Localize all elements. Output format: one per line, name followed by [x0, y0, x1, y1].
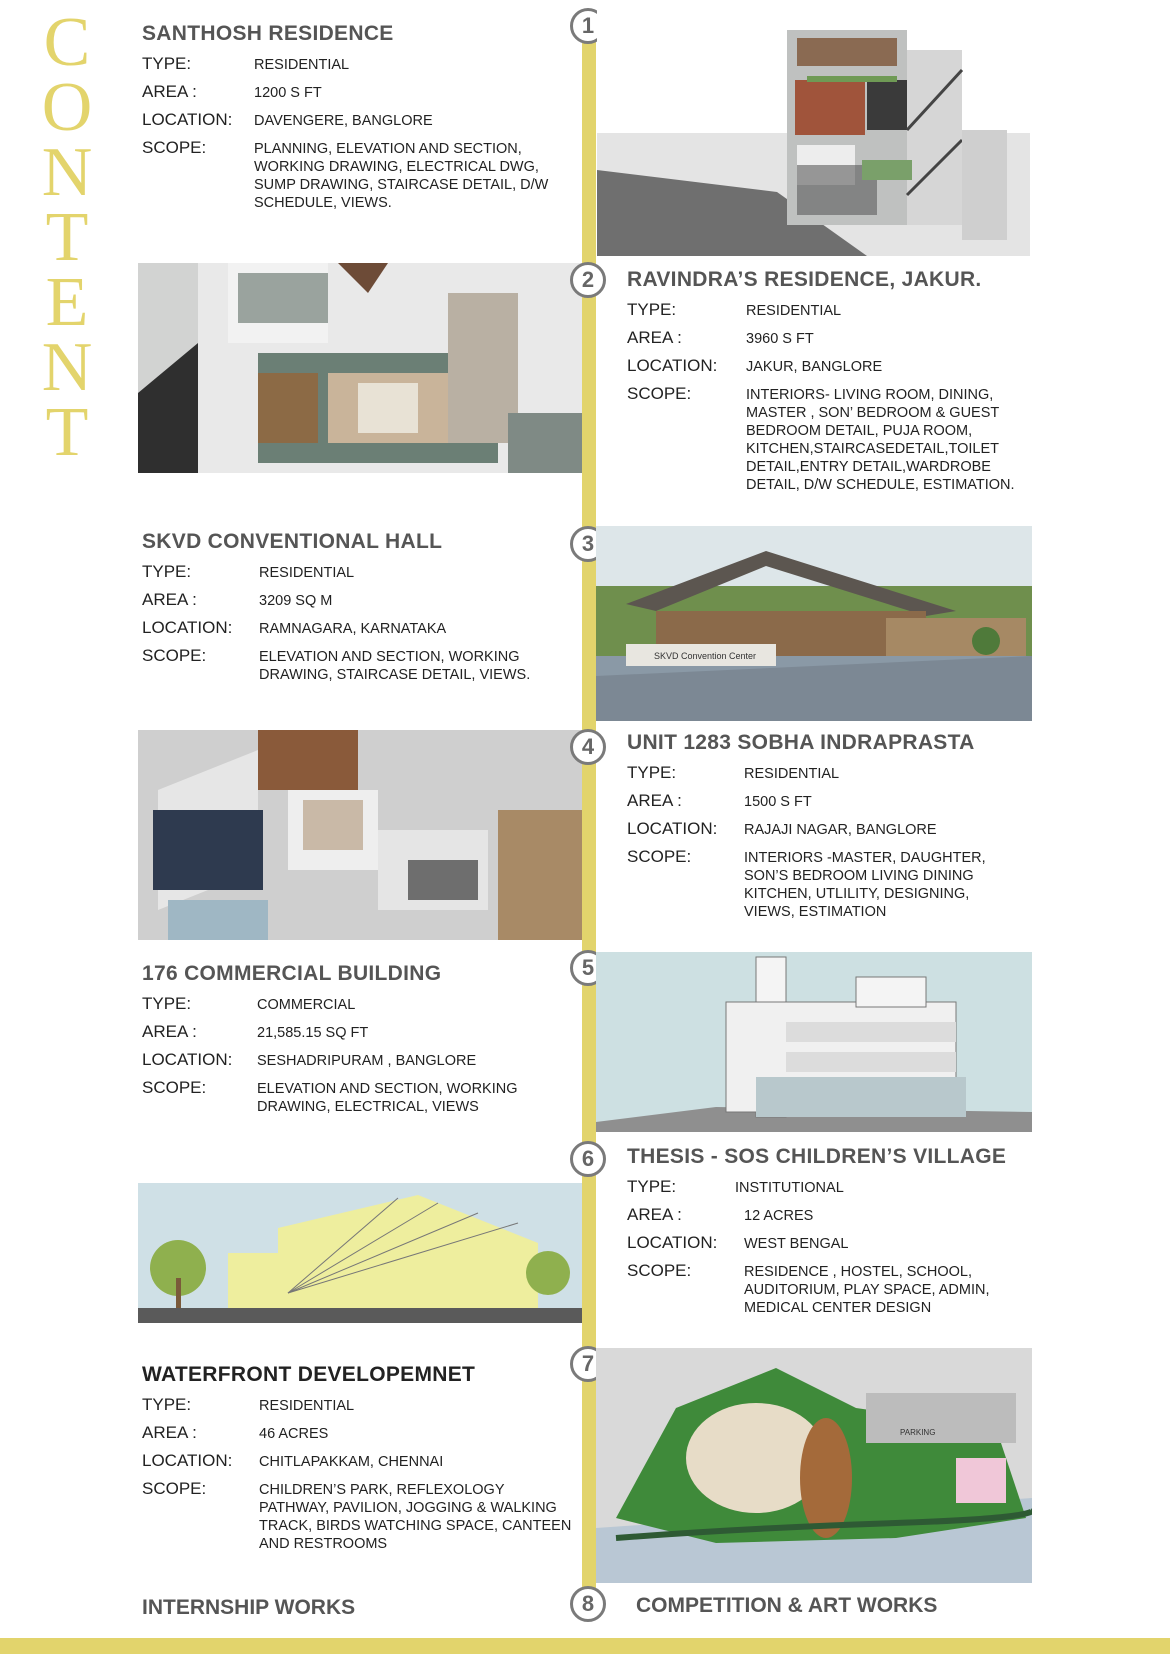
project-6-image: [138, 1183, 582, 1323]
location-label: LOCATION:: [142, 1451, 233, 1470]
number-badge-6: 6: [570, 1141, 606, 1177]
location-label: LOCATION:: [627, 356, 718, 375]
title-letter: C: [43, 4, 91, 81]
area-value: 3960 S FT: [746, 331, 814, 347]
area-label: AREA :: [627, 328, 682, 347]
location-value: SESHADRIPURAM , BANGLORE: [257, 1053, 477, 1069]
project-5-image: [596, 952, 1032, 1132]
project-3-image: [596, 526, 1032, 721]
project-title: THESIS - SOS CHILDREN’S VILLAGE: [627, 1145, 1007, 1168]
number-badge-2: 2: [570, 262, 606, 298]
scope-label: SCOPE:: [142, 1479, 207, 1498]
project-6-details: [627, 1145, 1047, 1325]
area-value: 1200 S FT: [254, 85, 322, 101]
area-label: AREA :: [142, 1022, 197, 1041]
project-2-details: [627, 268, 1027, 502]
number-badge-4: 4: [570, 729, 606, 765]
type-label: TYPE:: [142, 54, 192, 73]
location-label: LOCATION:: [627, 819, 718, 838]
type-label: TYPE:: [627, 763, 677, 782]
scope-label: SCOPE:: [142, 138, 207, 157]
area-label: AREA :: [627, 1205, 682, 1224]
scope-label: SCOPE:: [142, 1078, 207, 1097]
area-value: 1500 S FT: [744, 794, 812, 810]
project-7-details: [142, 1363, 582, 1561]
internship-works-label: INTERNSHIP WORKS: [142, 1596, 356, 1619]
area-label: AREA :: [627, 791, 682, 810]
number-badge-5: 5: [570, 950, 606, 986]
project-title: RAVINDRA’S RESIDENCE, JAKUR.: [627, 268, 982, 291]
project-4-details: [627, 731, 1027, 929]
area-label: AREA :: [142, 590, 197, 609]
title-letter: E: [45, 264, 89, 341]
scope-value: RESIDENCE , HOSTEL, SCHOOL, AUDITORIUM, PLAY SPACE, ADMIN, MEDICAL CENTER DESIGN: [744, 1264, 990, 1316]
number-badge-3: 3: [570, 526, 606, 562]
project-4-image: [138, 730, 582, 940]
scope-value: CHILDREN’S PARK, REFLEXOLOGY PATHWAY, PAVILION, JOGGING & WALKING TRACK, BIRDS WATCHING SPACE, CANTEEN AND RESTROOMS: [259, 1482, 572, 1552]
project-5-details: [142, 962, 562, 1124]
location-value: RAJAJI NAGAR, BANGLORE: [744, 822, 937, 838]
scope-value: PLANNING, ELEVATION AND SECTION, WORKING DRAWING, ELECTRICAL DWG, SUMP DRAWING, STAIRCASE DETAIL, D/W SCHEDULE, VIEWS.: [254, 141, 549, 211]
type-value: RESIDENTIAL: [259, 1398, 355, 1414]
scope-value: INTERIORS -MASTER, DAUGHTER, SON’S BEDROOM LIVING DINING KITCHEN, UTLILITY, DESIGNING, VIEWS, ESTIMATION: [744, 850, 986, 920]
type-label: TYPE:: [142, 1395, 192, 1414]
location-label: LOCATION:: [142, 110, 233, 129]
location-value: RAMNAGARA, KARNATAKA: [259, 621, 447, 637]
type-label: TYPE:: [627, 300, 677, 319]
project-1-details: [142, 22, 562, 220]
competition-art-works-label: COMPETITION & ART WORKS: [636, 1594, 938, 1617]
location-value: DAVENGERE, BANGLORE: [254, 113, 433, 129]
project-3-details: [142, 530, 562, 692]
project-title: SANTHOSH RESIDENCE: [142, 22, 394, 45]
number-badge-7: 7: [570, 1346, 606, 1382]
location-value: CHITLAPAKKAM, CHENNAI: [259, 1454, 444, 1470]
scope-value: ELEVATION AND SECTION, WORKING DRAWING, STAIRCASE DETAIL, VIEWS.: [259, 649, 531, 683]
type-label: TYPE:: [142, 562, 192, 581]
project-1-image: [597, 10, 1030, 256]
type-value: COMMERCIAL: [257, 997, 356, 1013]
number-badge-8: 8: [570, 1586, 606, 1622]
area-label: AREA :: [142, 1423, 197, 1442]
scope-label: SCOPE:: [627, 384, 692, 403]
hall-sign-text: SKVD Convention Center: [654, 651, 757, 661]
type-value: RESIDENTIAL: [746, 303, 842, 319]
scope-value: INTERIORS- LIVING ROOM, DINING, MASTER , SON’ BEDROOM & GUEST BEDROOM DETAIL, PUJA ROOM, KITCHEN,STAIRCASEDETAIL,TOILET DETAIL,ENTRY DETAIL,WARDROBE DETAIL, D/W SCHEDULE, ESTIMATION.: [746, 387, 1015, 493]
location-value: JAKUR, BANGLORE: [746, 359, 883, 375]
area-value: 3209 SQ M: [259, 593, 333, 609]
title-letter: T: [45, 394, 89, 471]
project-2-image: [138, 263, 582, 473]
location-label: LOCATION:: [627, 1233, 718, 1252]
project-7-image: [596, 1348, 1032, 1583]
area-label: AREA :: [142, 82, 197, 101]
title-letter: T: [45, 199, 89, 276]
project-title: SKVD CONVENTIONAL HALL: [142, 530, 443, 553]
location-label: LOCATION:: [142, 1050, 233, 1069]
location-label: LOCATION:: [142, 618, 233, 637]
title-letter: N: [41, 329, 93, 406]
type-label: TYPE:: [142, 994, 192, 1013]
project-title: 176 COMMERCIAL BUILDING: [142, 962, 442, 985]
content-vertical-title: [40, 4, 94, 471]
scope-label: SCOPE:: [627, 1261, 692, 1280]
type-value: INSTITUTIONAL: [735, 1180, 844, 1196]
project-title: WATERFRONT DEVELOPEMNET: [142, 1363, 476, 1386]
area-value: 46 ACRES: [259, 1426, 329, 1442]
map-parking-label: PARKING: [900, 1428, 936, 1437]
area-value: 12 ACRES: [744, 1208, 814, 1224]
title-letter: O: [41, 69, 93, 146]
scope-value: ELEVATION AND SECTION, WORKING DRAWING, ELECTRICAL, VIEWS: [257, 1081, 518, 1115]
bottom-accent-bar: [0, 1638, 1170, 1654]
type-value: RESIDENTIAL: [744, 766, 840, 782]
title-letter: N: [41, 134, 93, 211]
location-value: WEST BENGAL: [744, 1236, 849, 1252]
type-value: RESIDENTIAL: [259, 565, 355, 581]
type-label: TYPE:: [627, 1177, 677, 1196]
number-badge-1: 1: [570, 8, 606, 44]
scope-label: SCOPE:: [142, 646, 207, 665]
area-value: 21,585.15 SQ FT: [257, 1025, 369, 1041]
project-title: UNIT 1283 SOBHA INDRAPRASTA: [627, 731, 975, 754]
type-value: RESIDENTIAL: [254, 57, 350, 73]
scope-label: SCOPE:: [627, 847, 692, 866]
